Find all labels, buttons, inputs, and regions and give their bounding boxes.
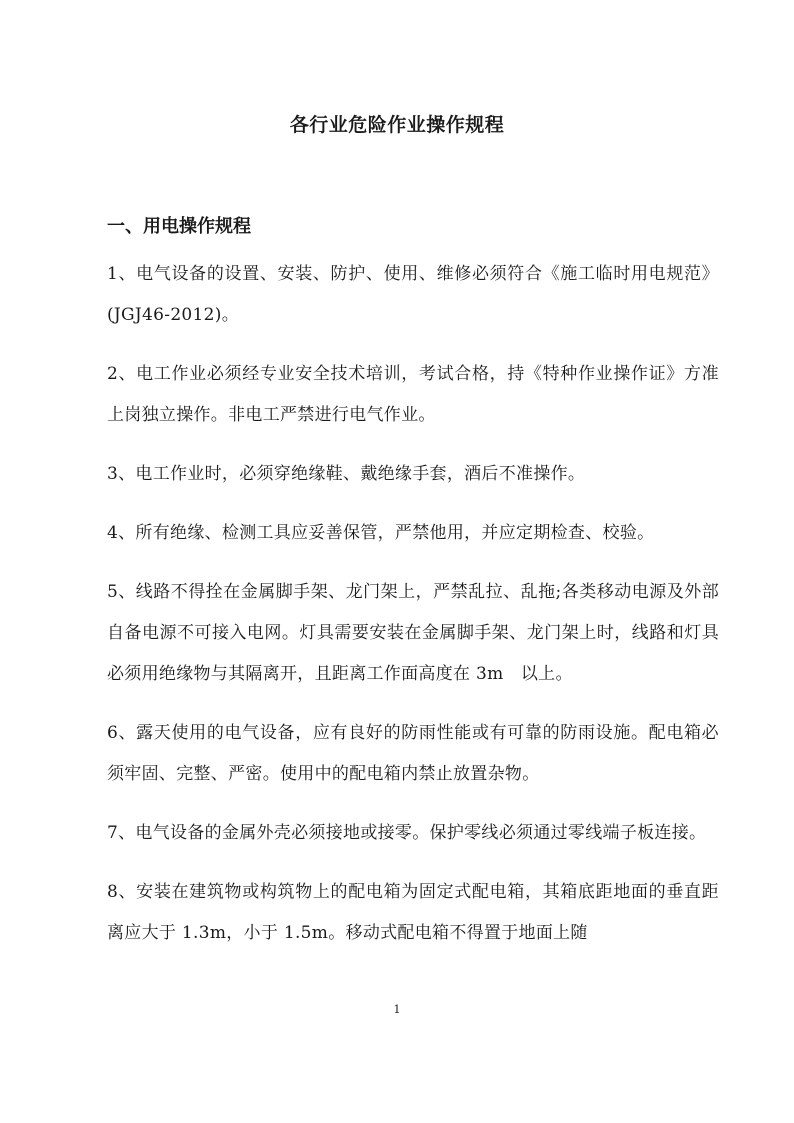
- page-number: 1: [393, 1003, 401, 1016]
- document-title: 各行业危险作业操作规程: [289, 114, 505, 136]
- paragraph-2: 2、电工作业必须经专业安全技术培训，考试合格，持《特种作业操作证》方准上岗独立操作。非电工严禁进行电气作业。: [107, 364, 719, 425]
- paragraph-6: 6、露天使用的电气设备，应有良好的防雨性能或有可靠的防雨设施。配电箱必须牢固、完整、严密。使用中的配电箱内禁止放置杂物。: [107, 723, 719, 784]
- paragraph-1: 1、电气设备的设置、安装、防护、使用、维修必须符合《施工临时用电规范》(JGJ46-2012)。: [107, 264, 719, 325]
- paragraph-7: 7、电气设备的金属外壳必须接地或接零。保护零线必须通过零线端子板连接。: [107, 823, 707, 843]
- paragraph-4: 4、所有绝缘、检测工具应妥善保管，严禁他用，并应定期检查、校验。: [107, 523, 655, 543]
- section-heading: 一、用电操作规程: [107, 216, 251, 237]
- paragraph-5: 5、线路不得拴在金属脚手架、龙门架上，严禁乱拉、乱拖;各类移动电源及外部自备电源不可接入电网。灯具需要安装在金属脚手架、龙门架上时，线路和灯具必须用绝缘物与其隔离开，且距离工作面高度在 3m 以上。: [107, 582, 719, 684]
- paragraph-3: 3、电工作业时，必须穿绝缘鞋、戴绝缘手套，酒后不准操作。: [107, 464, 586, 484]
- paragraph-8: 8、安装在建筑物或构筑物上的配电箱为固定式配电箱，其箱底距地面的垂直距离应大于 1.3m，小于 1.5m。移动式配电箱不得置于地面上随: [107, 882, 719, 943]
- body-text: [107, 254, 719, 972]
